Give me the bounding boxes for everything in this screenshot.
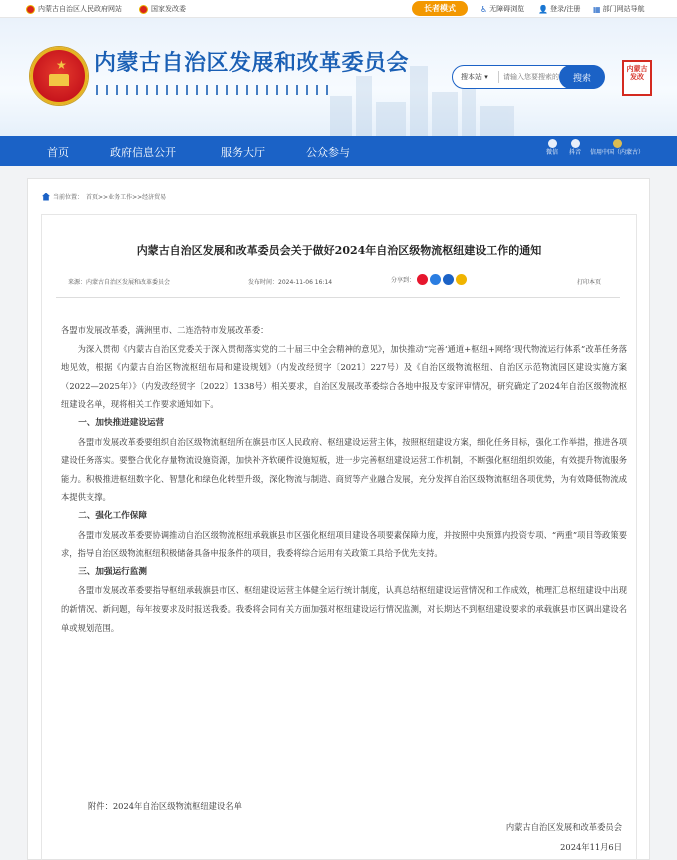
article-source [68, 277, 170, 286]
section-heading: 二、强化工作保障 [78, 510, 147, 521]
nav-item-gov-info[interactable]: 政府信息公开 [110, 146, 176, 159]
site-title: 内蒙古自治区发展和改革委员会 [94, 51, 410, 76]
emblem-icon [139, 5, 148, 14]
nav-item-public-participation[interactable]: 公众参与 [306, 146, 350, 159]
wechat-icon [548, 139, 557, 148]
nav-item-home[interactable]: 首页 [47, 146, 69, 159]
elder-mode-button[interactable]: 长者模式 [412, 1, 468, 16]
section-paragraph: 各盟市发展改革委要组织自治区级物流枢纽所在旗县市区人民政府、枢纽建设运营主体，按照枢纽建设方案，细化任务目标，强化工作举措，推进各项建设任务落实。要整合优化存量物流设施资源，加快补齐软硬件设施短板，进一步完善枢纽建设运营工作机制，不断强化枢纽组织效能，有效提升物流服务能力。积极推进枢纽数字化、智慧化和绿色化转型升级，深化物流与制造、商贸等产业融合发展，充分发挥自治区级物流枢纽各项优势，为有效降低物流成本提供支撑。 [61, 436, 627, 503]
article-title: 内蒙古自治区发展和改革委员会关于做好2024年自治区级物流枢纽建设工作的通知 [136, 244, 542, 257]
ndrc-link[interactable] [139, 4, 186, 14]
attachment-link[interactable]: 附件：2024年自治区级物流枢纽建设名单 [88, 801, 242, 811]
accessibility-icon: ♿ [480, 4, 488, 14]
douyin-label: 抖音 [569, 149, 582, 156]
article-panel [41, 214, 637, 860]
search-button[interactable]: 搜索 [559, 65, 605, 89]
grid-icon: ▦ [593, 4, 601, 14]
douyin-icon [571, 139, 580, 148]
credit-china-label: 信用中国（内蒙古） [590, 149, 645, 156]
date-value: 2024-11-06 16:14 [278, 279, 333, 286]
star-icon: ★ [56, 58, 67, 72]
qq-share-icon[interactable] [430, 274, 441, 285]
dept-portal-label: 部门网站导航 [602, 5, 645, 13]
top-utility-bar [0, 0, 677, 18]
source-label: 来源： [68, 279, 87, 286]
search-scope-select[interactable]: 搜本站 ▾ [453, 71, 499, 83]
credit-china-link[interactable] [590, 139, 644, 157]
seal-logo [622, 60, 652, 96]
breadcrumb [42, 192, 166, 201]
source-value: 内蒙古自治区发展和改革委员会 [86, 279, 171, 286]
search-input[interactable] [499, 73, 559, 81]
seal-text: 内蒙古发改 [626, 65, 648, 81]
user-icon: 👤 [538, 4, 548, 14]
dept-portal-link[interactable] [593, 4, 645, 14]
douyin-link[interactable] [569, 139, 581, 157]
section-heading: 一、加快推进建设运营 [78, 417, 165, 428]
article-card [27, 178, 650, 860]
mongolian-script-decoration [96, 80, 396, 92]
weibo-share-icon[interactable] [417, 274, 428, 285]
login-link[interactable] [538, 4, 580, 14]
article-body [61, 321, 627, 637]
print-page-link[interactable]: 打印本页 [577, 279, 602, 286]
section-paragraph: 各盟市发展改革委要指导枢纽承载旗县市区、枢纽建设运营主体健全运行统计制度，认真总结枢纽建设运营情况和工作成效，梳理汇总枢纽建设中出现的新情况、新问题，每年按要求及时报送我委。我委将会同有关方面加强对枢纽建设运行情况监测，对长期达不到枢纽建设要求的承载旗县市区调出建设名单或规划范围。 [61, 585, 627, 633]
main-nav [0, 136, 677, 166]
wechat-label: 微信 [546, 149, 559, 156]
qzone-share-icon[interactable] [443, 274, 454, 285]
breadcrumb-path[interactable]: 首页>>业务工作>>经济贸易 [86, 194, 167, 201]
more-share-icon[interactable] [456, 274, 467, 285]
login-label: 登录/注册 [549, 5, 581, 13]
gov-site-link[interactable] [26, 4, 122, 14]
national-emblem-logo[interactable] [30, 47, 88, 105]
section-paragraph: 各盟市发展改革委要协调推动自治区级物流枢纽承载旗县市区强化枢纽项目建设各项要素保障力度，并按照中央预算内投资专项、“两重”项目等政策要求，指导自治区级物流枢纽积极储备具备申报条件的项目，我委将综合运用有关政策工具给予优先支持。 [61, 529, 627, 559]
section-heading: 三、加强运行监测 [78, 566, 147, 577]
breadcrumb-label: 当前位置： [53, 194, 84, 201]
wechat-link[interactable] [546, 139, 558, 157]
intro-paragraph: 为深入贯彻《内蒙古自治区党委关于深入贯彻落实党的二十届三中全会精神的意见》，加快推动“完善‘通道+枢纽+网络’现代物流运行体系”改革任务落地见效，根据《内蒙古自治区物流枢纽布局和建设规划》（内发改经贸字〔2021〕227号）及《自治区级物流枢纽、自治区示范物流园区建设实施方案（2022—2025年）》（内发改经贸字〔2022〕1338号）相关要求，自治区发展改革委综合各地申报及专家评审情况，研究确定了2024年自治区级物流枢纽建设名单，现将相关工作要求通知如下。 [61, 343, 627, 410]
accessibility-label: 无障碍浏览 [489, 5, 525, 13]
gate-icon [49, 74, 69, 86]
share-label: 分享到： [391, 277, 416, 284]
gov-site-link-label: 内蒙古自治区人民政府网站 [38, 5, 122, 13]
date-label: 发布时间： [248, 279, 279, 286]
salutation: 各盟市发展改革委，满洲里市、二连浩特市发展改革委： [61, 325, 269, 335]
article-date [248, 277, 332, 286]
site-header [0, 18, 677, 136]
divider [56, 297, 620, 298]
nav-item-service-hall[interactable]: 服务大厅 [221, 146, 265, 159]
ndrc-link-label: 国家发改委 [151, 5, 186, 13]
emblem-icon [26, 5, 35, 14]
accessibility-link[interactable] [480, 4, 524, 14]
home-icon [42, 193, 50, 201]
signature-date: 2024年11月6日 [560, 842, 622, 852]
share-bar [391, 274, 467, 285]
signature-org: 内蒙古自治区发展和改革委员会 [505, 822, 622, 832]
credit-china-icon [613, 139, 622, 148]
